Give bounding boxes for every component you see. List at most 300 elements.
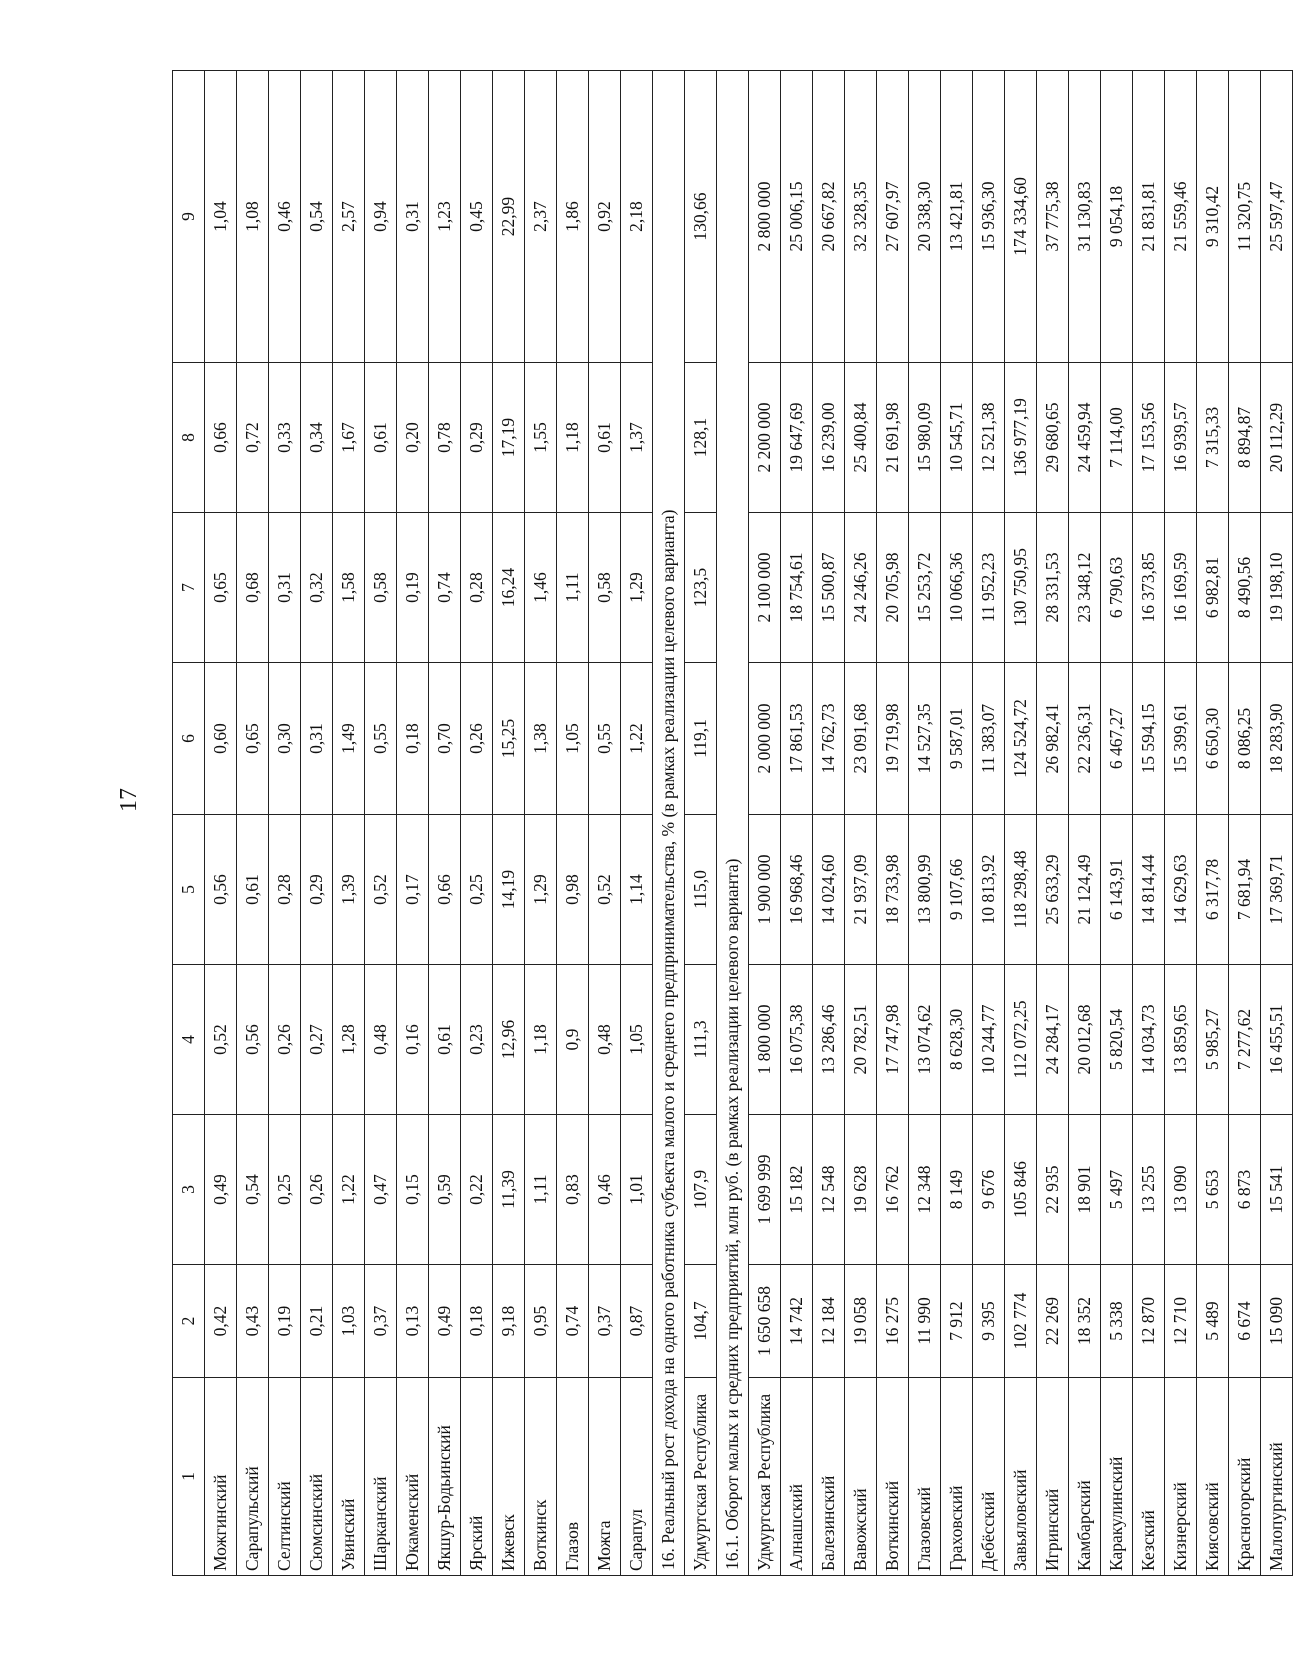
table-cell: 1 800 000 (749, 965, 781, 1115)
table-cell: 11 383,07 (973, 663, 1005, 815)
row-label: Камбарский (1069, 1378, 1101, 1576)
table-cell: 20 705,98 (877, 513, 909, 663)
table-cell: 0,42 (205, 1265, 237, 1378)
table-cell: 9 676 (973, 1115, 1005, 1265)
table-cell: 16 762 (877, 1115, 909, 1265)
table-cell: 20 338,30 (909, 71, 941, 363)
table-cell: 0,59 (429, 1115, 461, 1265)
table-cell: 16 455,51 (1261, 965, 1293, 1115)
table-cell: 20 782,51 (845, 965, 877, 1115)
table-cell: 111,3 (685, 965, 717, 1115)
table-cell: 14,19 (493, 815, 525, 965)
table-cell: 0,83 (557, 1115, 589, 1265)
table-row (1069, 71, 1101, 1576)
table-cell: 0,92 (589, 71, 621, 363)
table-cell: 25 006,15 (781, 71, 813, 363)
table-cell: 15 980,09 (909, 363, 941, 513)
table-cell: 5 497 (1101, 1115, 1133, 1265)
column-header: 3 (173, 1115, 205, 1265)
table-cell: 6 143,91 (1101, 815, 1133, 965)
table-cell: 20 667,82 (813, 71, 845, 363)
table-cell: 7 912 (941, 1265, 973, 1378)
table-cell: 22 236,31 (1069, 663, 1101, 815)
table-cell: 6 674 (1229, 1265, 1261, 1378)
table-cell: 6 873 (1229, 1115, 1261, 1265)
table-cell: 18 283,90 (1261, 663, 1293, 815)
table-cell: 0,61 (589, 363, 621, 513)
row-label: Глазовский (909, 1378, 941, 1576)
column-header: 9 (173, 71, 205, 363)
table-cell: 10 813,92 (973, 815, 1005, 965)
statistics-table (172, 70, 1293, 1576)
table-cell: 0,68 (237, 513, 269, 663)
table-cell: 174 334,60 (1005, 71, 1037, 363)
row-label: Увинский (333, 1378, 365, 1576)
table-cell: 1,18 (525, 965, 557, 1115)
row-label: Граховский (941, 1378, 973, 1576)
table-cell: 0,58 (589, 513, 621, 663)
table-cell: 0,52 (365, 815, 397, 965)
table-cell: 8 628,30 (941, 965, 973, 1115)
table-cell: 18 733,98 (877, 815, 909, 965)
table-row (749, 71, 781, 1576)
table-cell: 0,31 (397, 71, 429, 363)
row-label: Каракулинский (1101, 1378, 1133, 1576)
table-cell: 5 489 (1197, 1265, 1229, 1378)
table-cell: 16 968,46 (781, 815, 813, 965)
table-cell: 0,47 (365, 1115, 397, 1265)
table-row (909, 71, 941, 1576)
row-label: Селтинский (269, 1378, 301, 1576)
table-cell: 0,37 (365, 1265, 397, 1378)
table-cell: 28 331,53 (1037, 513, 1069, 663)
table-cell: 6 317,78 (1197, 815, 1229, 965)
table-cell: 0,65 (205, 513, 237, 663)
table-cell: 17 747,98 (877, 965, 909, 1115)
table-cell: 0,28 (269, 815, 301, 965)
table-cell: 0,21 (301, 1265, 333, 1378)
table-cell: 1 650 658 (749, 1265, 781, 1378)
table-cell: 0,19 (397, 513, 429, 663)
table-row (557, 71, 589, 1576)
row-label: Удмуртская Республика (685, 1378, 717, 1576)
row-label: Красногорский (1229, 1378, 1261, 1576)
table-cell: 22 269 (1037, 1265, 1069, 1378)
table-cell: 8 149 (941, 1115, 973, 1265)
table-cell: 11,39 (493, 1115, 525, 1265)
table-cell: 0,48 (365, 965, 397, 1115)
table-cell: 0,65 (237, 663, 269, 815)
table-cell: 13 286,46 (813, 965, 845, 1115)
table-cell: 13 421,81 (941, 71, 973, 363)
table-cell: 20 112,29 (1261, 363, 1293, 513)
table-cell: 9 395 (973, 1265, 1005, 1378)
row-label: Глазов (557, 1378, 589, 1576)
table-cell: 17 861,53 (781, 663, 813, 815)
table-cell: 0,94 (365, 71, 397, 363)
table-row (269, 71, 301, 1576)
table-cell: 19 198,10 (1261, 513, 1293, 663)
table-cell: 7 315,33 (1197, 363, 1229, 513)
table-cell: 13 800,99 (909, 815, 941, 965)
table-cell: 21 937,09 (845, 815, 877, 965)
table-row (877, 71, 909, 1576)
table-row (1133, 71, 1165, 1576)
table-row (461, 71, 493, 1576)
table-cell: 0,58 (365, 513, 397, 663)
row-label: Завьяловский (1005, 1378, 1037, 1576)
table-cell: 0,43 (237, 1265, 269, 1378)
row-label: Ярский (461, 1378, 493, 1576)
table-cell: 130,66 (685, 71, 717, 363)
table-cell: 124 524,72 (1005, 663, 1037, 815)
table-row (685, 71, 717, 1576)
row-label: Киясовский (1197, 1378, 1229, 1576)
table-cell: 118 298,48 (1005, 815, 1037, 965)
table-cell: 24 459,94 (1069, 363, 1101, 513)
row-label: Дебёсский (973, 1378, 1005, 1576)
table-cell: 123,5 (685, 513, 717, 663)
row-label: Малопургинский (1261, 1378, 1293, 1576)
table-cell: 2,18 (621, 71, 653, 363)
column-header: 6 (173, 663, 205, 815)
table-cell: 0,23 (461, 965, 493, 1115)
table-cell: 0,26 (269, 965, 301, 1115)
column-header: 8 (173, 363, 205, 513)
table-row (397, 71, 429, 1576)
table-cell: 6 790,63 (1101, 513, 1133, 663)
table-cell: 16 275 (877, 1265, 909, 1378)
table-cell: 0,13 (397, 1265, 429, 1378)
table-cell: 25 633,29 (1037, 815, 1069, 965)
table-cell: 1,28 (333, 965, 365, 1115)
table-cell: 13 859,65 (1165, 965, 1197, 1115)
table-cell: 22,99 (493, 71, 525, 363)
table-cell: 0,19 (269, 1265, 301, 1378)
table-cell: 10 244,77 (973, 965, 1005, 1115)
table-cell: 15 594,15 (1133, 663, 1165, 815)
table-cell: 1,29 (525, 815, 557, 965)
table-cell: 1,22 (333, 1115, 365, 1265)
table-cell: 1,01 (621, 1115, 653, 1265)
table-row (1261, 71, 1293, 1576)
table-cell: 26 982,41 (1037, 663, 1069, 815)
table-cell: 1,55 (525, 363, 557, 513)
table-cell: 1,67 (333, 363, 365, 513)
table-cell: 16,24 (493, 513, 525, 663)
table-cell: 0,56 (205, 815, 237, 965)
table-row (493, 71, 525, 1576)
table-cell: 19 628 (845, 1115, 877, 1265)
table-cell: 13 090 (1165, 1115, 1197, 1265)
table-cell: 37 775,38 (1037, 71, 1069, 363)
table-cell: 1,14 (621, 815, 653, 965)
table-cell: 0,45 (461, 71, 493, 363)
table-row (589, 71, 621, 1576)
table-cell: 17,19 (493, 363, 525, 513)
table-cell: 16 373,85 (1133, 513, 1165, 663)
table-cell: 0,20 (397, 363, 429, 513)
table-cell: 25 597,47 (1261, 71, 1293, 363)
table-row (301, 71, 333, 1576)
table-cell: 12,96 (493, 965, 525, 1115)
table-cell: 12 870 (1133, 1265, 1165, 1378)
table-cell: 14 024,60 (813, 815, 845, 965)
table-row (237, 71, 269, 1576)
table-cell: 21 831,81 (1133, 71, 1165, 363)
row-label: Сарапул (621, 1378, 653, 1576)
table-cell: 2 100 000 (749, 513, 781, 663)
row-label: Можгинский (205, 1378, 237, 1576)
table-cell: 0,60 (205, 663, 237, 815)
table-cell: 9 054,18 (1101, 71, 1133, 363)
table-cell: 8 490,56 (1229, 513, 1261, 663)
table-cell: 0,29 (461, 363, 493, 513)
table-cell: 32 328,35 (845, 71, 877, 363)
table-cell: 1,03 (333, 1265, 365, 1378)
table-cell: 0,32 (301, 513, 333, 663)
section-row-16-1 (717, 71, 749, 1576)
table-row (333, 71, 365, 1576)
table-cell: 22 935 (1037, 1115, 1069, 1265)
table-cell: 7 681,94 (1229, 815, 1261, 965)
table-cell: 0,78 (429, 363, 461, 513)
table-cell: 0,26 (301, 1115, 333, 1265)
table-cell: 24 246,26 (845, 513, 877, 663)
row-label: Сарапульский (237, 1378, 269, 1576)
table-cell: 12 521,38 (973, 363, 1005, 513)
table-cell: 2,37 (525, 71, 557, 363)
row-label: Воткинск (525, 1378, 557, 1576)
table-cell: 5 820,54 (1101, 965, 1133, 1115)
table-cell: 130 750,95 (1005, 513, 1037, 663)
row-label: Алнашский (781, 1378, 813, 1576)
table-cell: 16 939,57 (1165, 363, 1197, 513)
table-cell: 112 072,25 (1005, 965, 1037, 1115)
row-label: Балезинский (813, 1378, 845, 1576)
table-cell: 1,11 (525, 1115, 557, 1265)
table-row (781, 71, 813, 1576)
table-cell: 6 467,27 (1101, 663, 1133, 815)
table-cell: 128,1 (685, 363, 717, 513)
table-cell: 5 653 (1197, 1115, 1229, 1265)
table-cell: 29 680,65 (1037, 363, 1069, 513)
table-cell: 1,11 (557, 513, 589, 663)
table-row (1101, 71, 1133, 1576)
table-cell: 15 090 (1261, 1265, 1293, 1378)
table-cell: 1,08 (237, 71, 269, 363)
row-label: Можга (589, 1378, 621, 1576)
table-cell: 11 990 (909, 1265, 941, 1378)
table-row (365, 71, 397, 1576)
table-cell: 19 719,98 (877, 663, 909, 815)
table-cell: 0,61 (365, 363, 397, 513)
table-cell: 7 277,62 (1229, 965, 1261, 1115)
table-cell: 13 074,62 (909, 965, 941, 1115)
table-cell: 0,46 (269, 71, 301, 363)
table-cell: 25 400,84 (845, 363, 877, 513)
table-cell: 1,18 (557, 363, 589, 513)
table-cell: 0,31 (269, 513, 301, 663)
table-cell: 0,87 (621, 1265, 653, 1378)
table-cell: 0,28 (461, 513, 493, 663)
table-cell: 11 952,23 (973, 513, 1005, 663)
table-cell: 8 086,25 (1229, 663, 1261, 815)
table-cell: 21 691,98 (877, 363, 909, 513)
table-cell: 15 541 (1261, 1115, 1293, 1265)
table-cell: 21 124,49 (1069, 815, 1101, 965)
table-cell: 13 255 (1133, 1115, 1165, 1265)
row-label: Кизнерский (1165, 1378, 1197, 1576)
table-cell: 0,26 (461, 663, 493, 815)
table-cell: 0,52 (205, 965, 237, 1115)
row-label: Вавожский (845, 1378, 877, 1576)
table-cell: 115,0 (685, 815, 717, 965)
table-cell: 0,48 (589, 965, 621, 1115)
table-cell: 0,37 (589, 1265, 621, 1378)
table-cell: 0,56 (237, 965, 269, 1115)
row-label: Ижевск (493, 1378, 525, 1576)
table-cell: 6 650,30 (1197, 663, 1229, 815)
row-label: Удмуртская Республика (749, 1378, 781, 1576)
table-cell: 1 900 000 (749, 815, 781, 965)
table-cell: 5 338 (1101, 1265, 1133, 1378)
table-cell: 5 985,27 (1197, 965, 1229, 1115)
table-cell: 1,86 (557, 71, 589, 363)
table-cell: 0,22 (461, 1115, 493, 1265)
table-cell: 0,52 (589, 815, 621, 965)
table-cell: 12 548 (813, 1115, 845, 1265)
table-cell: 1,22 (621, 663, 653, 815)
table-row (429, 71, 461, 1576)
table-cell: 9 587,01 (941, 663, 973, 815)
table-cell: 2,57 (333, 71, 365, 363)
table-cell: 0,25 (269, 1115, 301, 1265)
table-row (941, 71, 973, 1576)
table-row (1005, 71, 1037, 1576)
rotated-page-content (172, 71, 1286, 1576)
table-cell: 0,74 (429, 513, 461, 663)
table-cell: 1,49 (333, 663, 365, 815)
table-cell: 119,1 (685, 663, 717, 815)
table-cell: 0,55 (365, 663, 397, 815)
table-cell: 6 982,81 (1197, 513, 1229, 663)
table-cell: 0,27 (301, 965, 333, 1115)
table-cell: 10 545,71 (941, 363, 973, 513)
table-row (205, 71, 237, 1576)
table-cell: 27 607,97 (877, 71, 909, 363)
table-cell: 14 762,73 (813, 663, 845, 815)
column-header: 4 (173, 965, 205, 1115)
row-label: Воткинский (877, 1378, 909, 1576)
table-row (621, 71, 653, 1576)
table-cell: 16 075,38 (781, 965, 813, 1115)
table-cell: 1 699 999 (749, 1115, 781, 1265)
table-cell: 12 184 (813, 1265, 845, 1378)
table-cell: 12 710 (1165, 1265, 1197, 1378)
table-cell: 0,66 (429, 815, 461, 965)
table-cell: 14 629,63 (1165, 815, 1197, 965)
table-cell: 1,38 (525, 663, 557, 815)
row-label: Шарканский (365, 1378, 397, 1576)
table-cell: 7 114,00 (1101, 363, 1133, 513)
table-cell: 12 348 (909, 1115, 941, 1265)
section-heading: 16. Реальный рост дохода на одного работника субъекта малого и среднего предпринимательства, % (в рамках реализации целевого варианта) (653, 71, 685, 1576)
table-cell: 17 369,71 (1261, 815, 1293, 965)
table-row (1197, 71, 1229, 1576)
section-heading: 16.1. Оборот малых и средних предприятий, млн руб. (в рамках реализации целевого варианта) (717, 71, 749, 1576)
table-cell: 0,9 (557, 965, 589, 1115)
table-cell: 8 894,87 (1229, 363, 1261, 513)
row-label: Сюмсинский (301, 1378, 333, 1576)
table-cell: 1,39 (333, 815, 365, 965)
table-cell: 0,46 (589, 1115, 621, 1265)
table-cell: 0,15 (397, 1115, 429, 1265)
table-cell: 0,95 (525, 1265, 557, 1378)
table-cell: 1,05 (621, 965, 653, 1115)
row-label: Якшур-Бодьинский (429, 1378, 461, 1576)
table-cell: 0,98 (557, 815, 589, 965)
table-cell: 0,18 (397, 663, 429, 815)
row-label: Кезский (1133, 1378, 1165, 1576)
header-row (173, 71, 205, 1576)
table-cell: 20 012,68 (1069, 965, 1101, 1115)
table-row (1229, 71, 1261, 1576)
table-cell: 9 107,66 (941, 815, 973, 965)
table-cell: 0,74 (557, 1265, 589, 1378)
table-cell: 0,16 (397, 965, 429, 1115)
table-cell: 1,23 (429, 71, 461, 363)
table-cell: 15 253,72 (909, 513, 941, 663)
table-cell: 15 500,87 (813, 513, 845, 663)
table-cell: 0,66 (205, 363, 237, 513)
table-row (973, 71, 1005, 1576)
table-row (1165, 71, 1197, 1576)
table-cell: 107,9 (685, 1115, 717, 1265)
table-cell: 9,18 (493, 1265, 525, 1378)
table-cell: 2 200 000 (749, 363, 781, 513)
table-cell: 0,72 (237, 363, 269, 513)
table-cell: 23 348,12 (1069, 513, 1101, 663)
table-cell: 15 399,61 (1165, 663, 1197, 815)
table-cell: 19 647,69 (781, 363, 813, 513)
table-cell: 0,54 (237, 1115, 269, 1265)
table-cell: 10 066,36 (941, 513, 973, 663)
table-row (845, 71, 877, 1576)
table-cell: 17 153,56 (1133, 363, 1165, 513)
table-cell: 21 559,46 (1165, 71, 1197, 363)
table-row (813, 71, 845, 1576)
table-cell: 0,25 (461, 815, 493, 965)
table-cell: 102 774 (1005, 1265, 1037, 1378)
table-cell: 0,31 (301, 663, 333, 815)
table-cell: 0,34 (301, 363, 333, 513)
table-cell: 0,49 (205, 1115, 237, 1265)
table-cell: 0,33 (269, 363, 301, 513)
table-cell: 0,49 (429, 1265, 461, 1378)
table-cell: 0,61 (429, 965, 461, 1115)
table-cell: 15 936,30 (973, 71, 1005, 363)
column-header: 5 (173, 815, 205, 965)
page-number: 17 (116, 788, 142, 812)
table-cell: 15 182 (781, 1115, 813, 1265)
table-cell: 1,58 (333, 513, 365, 663)
table-cell: 14 814,44 (1133, 815, 1165, 965)
table-cell: 0,17 (397, 815, 429, 965)
table-cell: 19 058 (845, 1265, 877, 1378)
table-cell: 14 742 (781, 1265, 813, 1378)
table-cell: 2 800 000 (749, 71, 781, 363)
